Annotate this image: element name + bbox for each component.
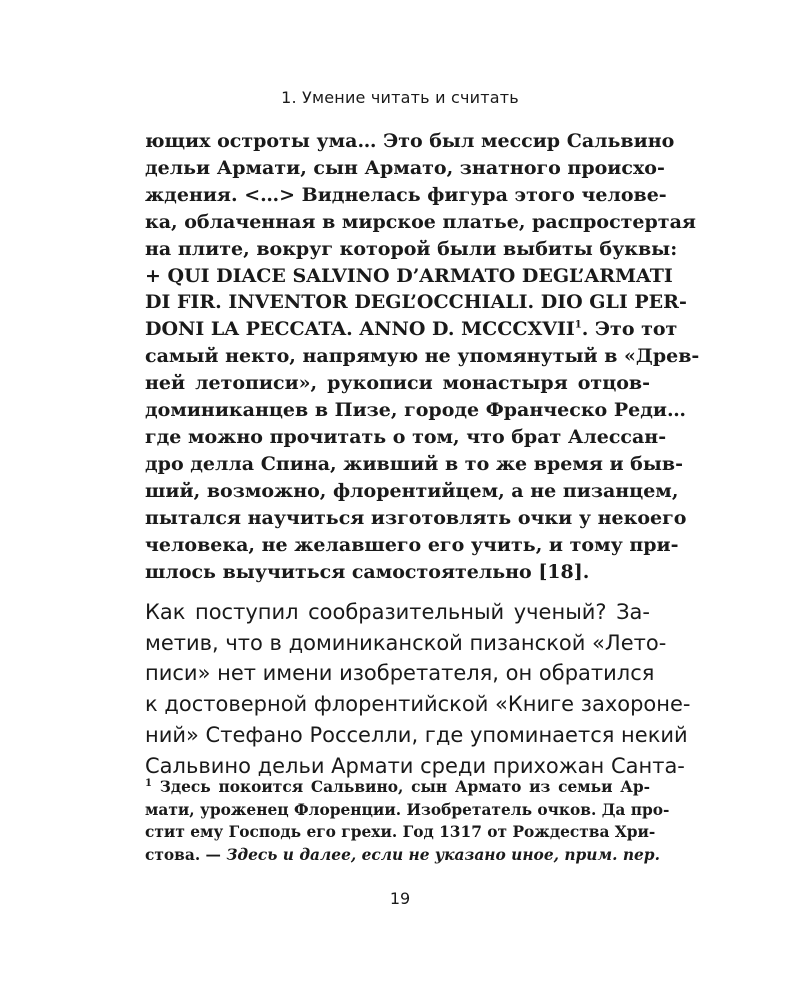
footnote [145,776,670,866]
quote-text: DONI LA PECCATA. ANNO D. MCCCXVII [145,318,575,341]
body-line: к достоверной флорентийской «Книге захороне- [145,692,691,717]
body-line: ний» Стефано Росселли, где упоминается некий [145,722,688,747]
quote-line: человека, не желавшего его учить, и тому при- [145,533,679,556]
footnote-reference[interactable]: 1 [574,320,582,332]
footnote-line: стит ему Господь его грехи. Год 1317 от Рождества Хри- [145,823,656,841]
quote-line: шлось выучиться самостоятельно [18]. [145,560,590,583]
quote-line: где можно прочитать о том, что брат Алессан- [145,425,667,448]
quote-line: ший, возможно, флорентийцем, а не пизанцем, [145,479,679,502]
quote-line: ней летописи», рукописи монастыря отцов- [145,372,650,395]
quotation-block [145,128,700,585]
quote-line: пытался научиться изготовлять очки у некоего [145,506,687,529]
quote-line: ка, облаченная в мирское платье, распростертая [145,210,696,233]
quote-line: ждения. <…> Виднелась фигура этого челове- [145,183,667,206]
body-paragraph [145,597,691,781]
page-number: 19 [389,889,411,908]
quote-line: дельи Армати, сын Армато, знатного происхо- [145,156,665,179]
footnote-text: Здесь покоится Сальвино, сын Армато из семьи Ар- [159,778,650,796]
quote-line: доминиканцев в Пизе, городе Франческо Реди… [145,399,686,422]
quote-line: DI FIR. INVENTOR DEGL’OCCHIALI. DIO GLI PER- [145,291,687,314]
body-line: Как поступил сообразительный ученый? За- [145,600,650,624]
quote-line-with-footnote-ref [145,316,678,343]
quote-line: ющих остроты ума… Это был мессир Сальвино [145,130,675,152]
running-head: 1. Умение читать и считать [281,88,519,107]
footnote-translator-note: Здесь и далее, если не указано иное, прим. пер. [226,845,660,864]
body-line: Сальвино дельи Армати среди прихожан Санта- [145,753,685,778]
quote-line: + QUI DIACE SALVINO D’ARMATO DEGL’ARMATI [145,264,673,287]
quote-text: . Это тот [581,318,678,341]
footnote-line [145,776,650,799]
quote-line: дро делла Спина, живший в то же время и быв- [145,452,683,475]
body-line: метив, что в доминиканской пизанской «Лето- [145,630,667,655]
footnote-line [145,844,660,867]
quote-line: самый некто, напрямую не упомянутый в «Древ- [145,345,700,368]
footnote-line: мати, уроженец Флоренции. Изобретатель очков. Да про- [145,800,670,819]
body-line: писи» нет имени изобретателя, он обратился [145,661,655,686]
quote-line: на плите, вокруг которой были выбиты буквы: [145,237,678,260]
footnote-marker: 1 [145,777,152,789]
footnote-text: стова. — [145,845,227,864]
